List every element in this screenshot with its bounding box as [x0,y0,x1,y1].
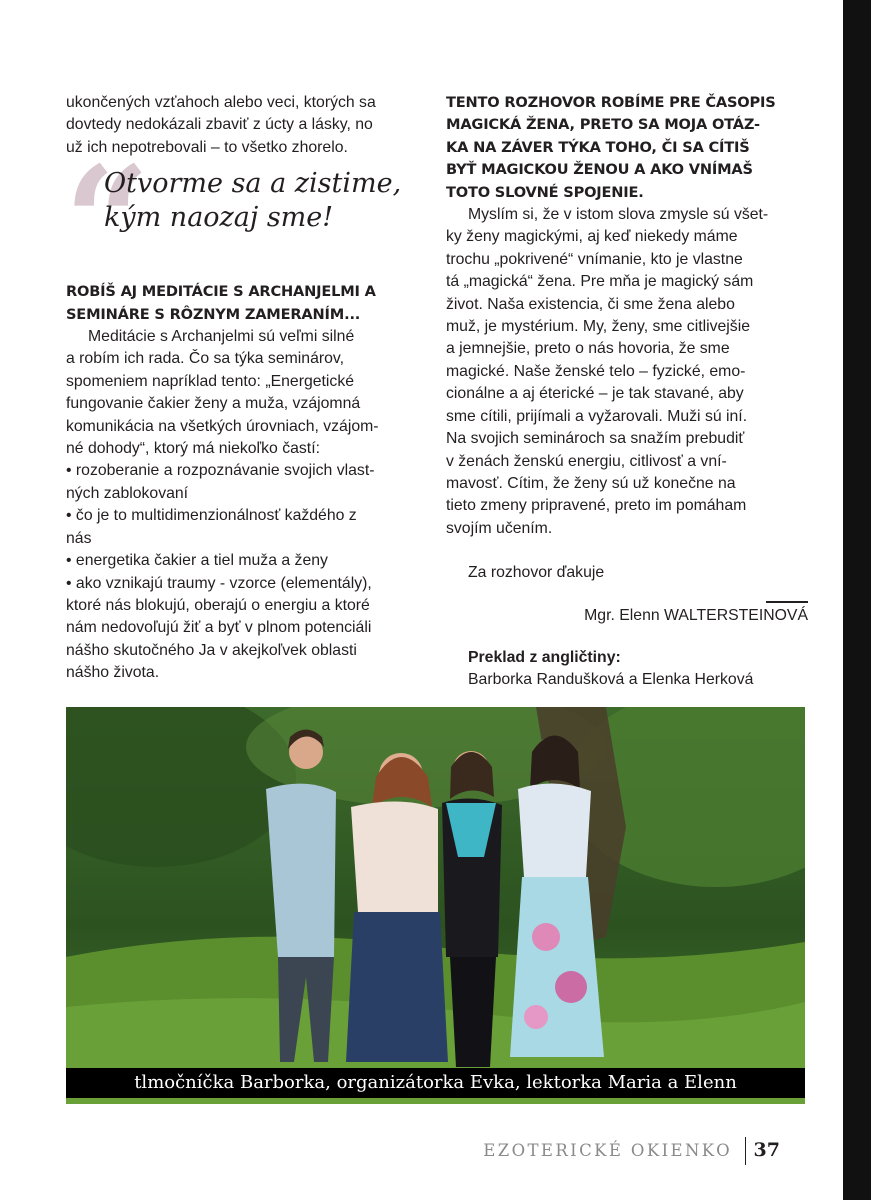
seminar-topics-list [66,460,426,684]
intro-line: dovtedy nedokázali zbaviť z úcty a lásky, no [66,116,373,134]
list-item-line: • rozoberanie a rozpoznávanie svojich vlast- [66,462,375,480]
question-heading: SEMINÁRE S RÔZNYM ZAMERANÍM... [66,305,361,323]
body-line: muž, je mystérium. My, ženy, sme citlivejšie [446,318,750,336]
body-line: život. Naša existencia, či sme žena alebo [446,295,735,313]
list-item [66,573,426,685]
list-item-line: ných zablokovaní [66,484,189,502]
quote-mark-icon: “ [64,134,151,311]
footer-divider [745,1137,747,1165]
translation-credit-names: Barborka Randušková a Elenka Herková [468,671,754,689]
list-item [66,460,426,505]
list-item [66,550,426,572]
group-photo-illustration [66,707,805,1104]
question-heading: KA NA ZÁVER TÝKA TOHO, ČI SA CÍTIŠ [446,138,750,156]
body-line: Meditácie s Archanjelmi sú veľmi silné [88,328,355,346]
body-line: tieto zmeny pripravené, preto im pomáham [446,497,747,515]
pull-quote-line: Otvorme sa a zistime, [104,168,402,200]
page-footer [470,1137,790,1167]
author-signature: Mgr. Elenn WALTERSTEINOVÁ [584,606,808,624]
question-heading: TENTO ROZHOVOR ROBÍME PRE ČASOPIS [446,94,776,111]
photo-caption: tlmočníčka Barborka, organizátorka Evka, lektorka Maria a Elenn [66,1068,805,1098]
body-line: fungovanie čakier ženy a muža, vzájomná [66,395,361,413]
body-line: Myslím si, že v istom slova zmysle sú všet- [468,206,769,224]
list-item-line: nás [66,529,92,547]
left-column [66,92,426,685]
body-line: komunikácia na všetkých úrovniach, vzájom- [66,417,379,435]
body-line: sme cítili, prijímali a vyžarovali. Muži sú iní. [446,407,748,425]
section-name: EZOTERICKÉ OKIENKO [483,1141,732,1160]
body-line: spomeniem napríklad tento: „Energetické [66,372,355,390]
body-line: a robím ich rada. Čo sa týka seminárov, [66,350,345,368]
question-heading: TOTO SLOVNÉ SPOJENIE. [446,183,644,201]
list-item-line: • čo je to multidimenzionálnosť každého z [66,507,357,525]
signature-divider [766,601,808,603]
list-item-line: nám nedovoľujú žiť a byť v plnom potenciáli [66,619,372,637]
question-heading: MAGICKÁ ŽENA, PRETO SA MOJA OTÁZ- [446,116,760,134]
pull-quote-text [104,167,401,235]
body-line: trochu „pokrivené“ vnímanie, kto je vlastne [446,250,743,268]
page-edge-bar [843,0,871,1200]
translation-credit-title: Preklad z angličtiny: [468,648,621,666]
list-item-line: • energetika čakier a tiel muža a ženy [66,552,328,570]
body-line: a jemnejšie, preto o nás hovoria, že sme [446,340,730,358]
question-heading: BYŤ MAGICKOU ŽENOU A AKO VNÍMAŠ [446,161,753,179]
thanks-line: Za rozhovor ďakuje [468,564,605,582]
intro-line: ukončených vzťahoch alebo veci, ktorých sa [66,94,376,111]
body-line: ky ženy magickými, aj keď niekedy máme [446,228,738,246]
body-line: tá „magická“ žena. Pre mňa je magický sám [446,273,754,291]
body-line: mavosť. Cítim, že ženy sú už konečne na [446,474,736,492]
pull-quote-line: kým naozaj sme! [104,202,334,234]
list-item-line: ktoré nás blokujú, oberajú o energiu a ktoré [66,596,370,614]
body-line: v ženách ženskú energiu, citlivosť a vní- [446,452,727,470]
page-number: 37 [753,1139,780,1161]
body-line: né dohody“, ktorý má niekoľko častí: [66,440,320,458]
question-heading: ROBÍŠ AJ MEDITÁCIE S ARCHANJELMI A [66,283,376,301]
right-column [446,92,808,692]
list-item-line: nášho života. [66,664,160,682]
list-item-line: • ako vznikajú traumy - vzorce (elementály), [66,574,372,592]
body-line: cionálne a aj éterické – je tak stavané, aby [446,385,744,403]
list-item-line: nášho skutočného Ja v akejkoľvek oblasti [66,641,357,659]
group-photo [66,707,805,1104]
body-line: magické. Naše ženské telo – fyzické, emo- [446,362,746,380]
list-item [66,505,426,550]
intro-line: už ich nepotrebovali – to všetko zhorelo. [66,138,348,156]
body-line: svojím učením. [446,519,553,537]
body-line: Na svojich seminároch sa snažím prebudiť [446,430,745,448]
